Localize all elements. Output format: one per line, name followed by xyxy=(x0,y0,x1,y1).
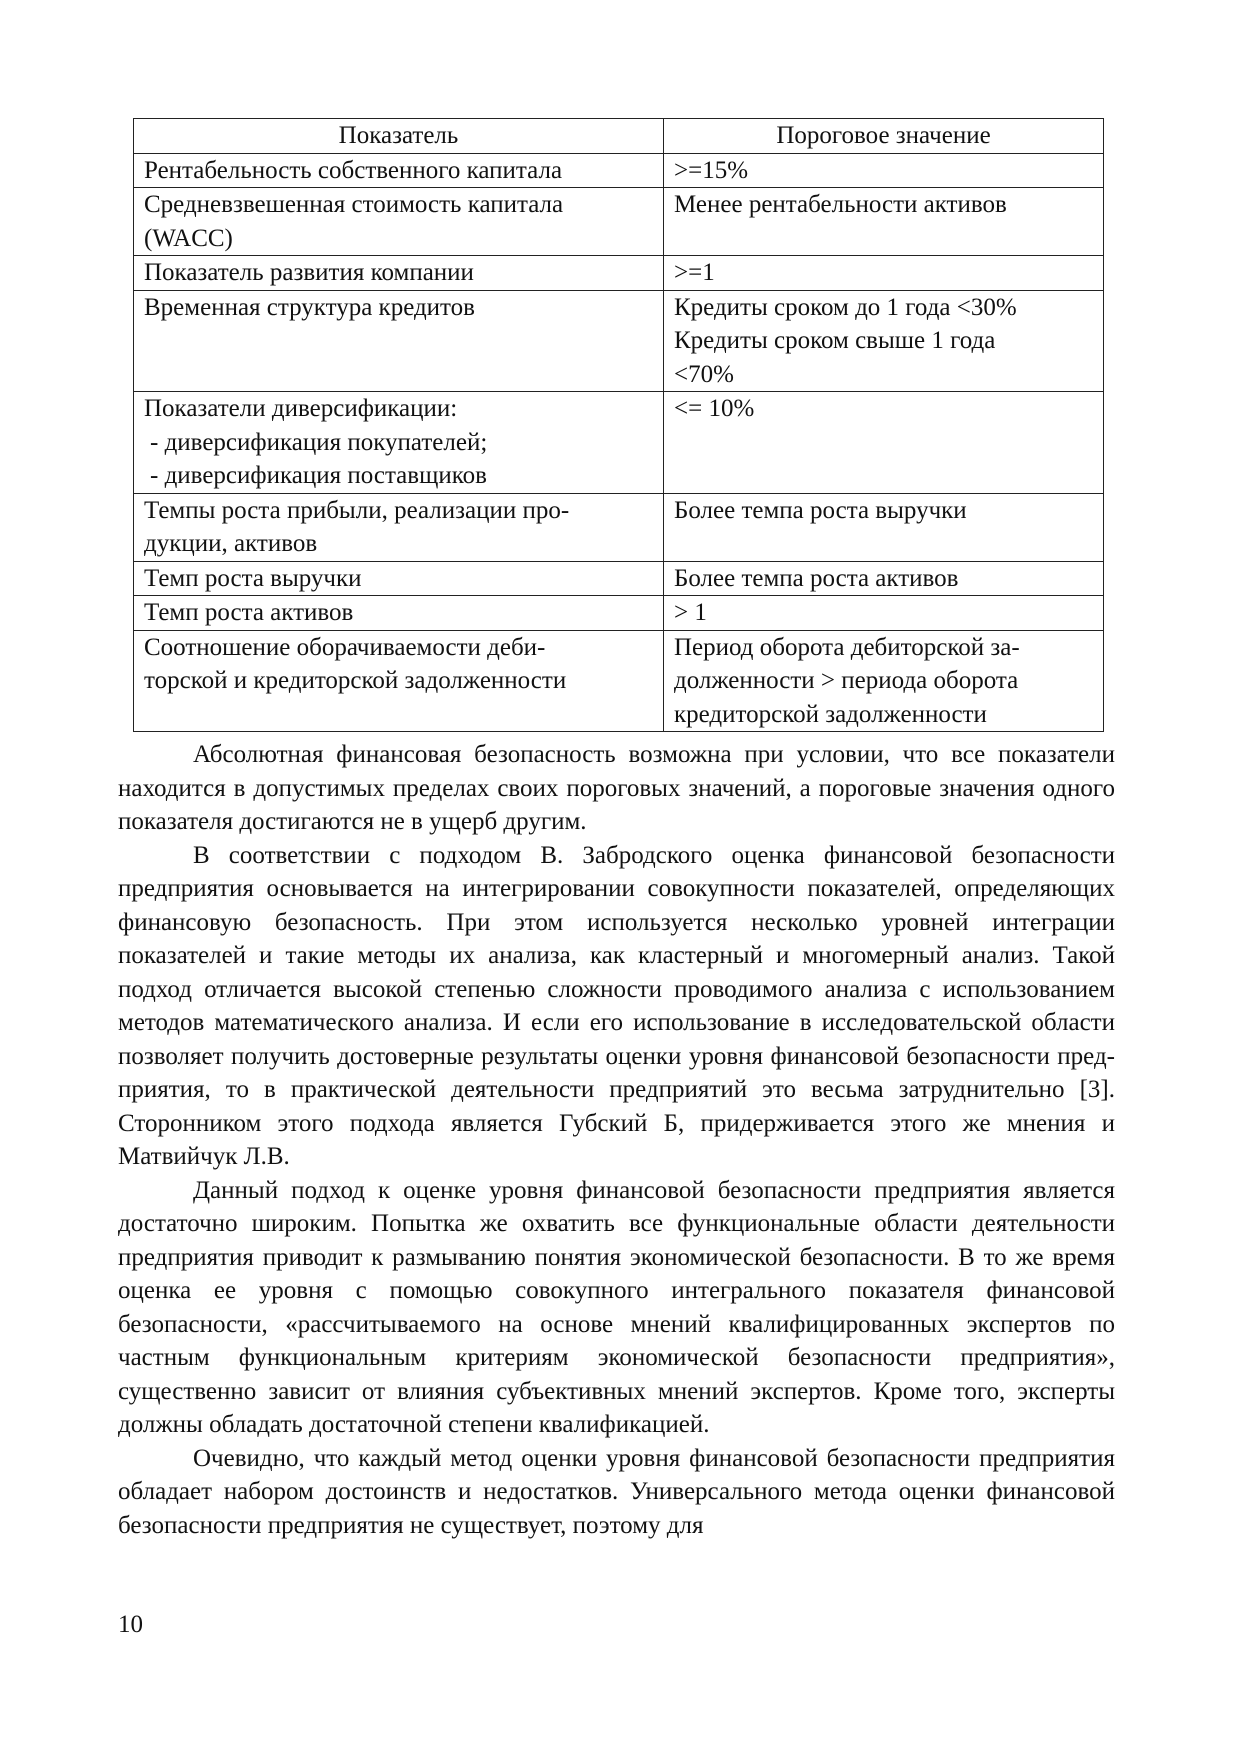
cell-line: Темп роста выручки xyxy=(144,564,362,592)
body-text xyxy=(118,738,1115,1542)
cell-line: - диверсификация покупателей; xyxy=(150,428,488,456)
cell-line: Период оборота дебиторской за- xyxy=(674,633,1020,661)
cell-line: Менее рентабельности активов xyxy=(674,191,1007,218)
cell-line: торской и кредиторской задолженности xyxy=(144,667,567,694)
indicator-cell xyxy=(134,561,664,596)
table-row xyxy=(134,392,1104,494)
cell-line: кредиторской задолженности xyxy=(674,700,987,728)
table-row xyxy=(134,561,1104,596)
cell-line: <70% xyxy=(674,360,734,388)
table-row xyxy=(134,596,1104,631)
cell-line: Показатели диверсификации: xyxy=(144,395,458,422)
paragraph: В соответствии с подходом В. Забродского оценка финансовой безопасности предприятия основывается на интегрировании совокупности показателей, определяющих финансовую безопасность. При этом используется несколько уровней интеграции показателей и такие методы их анализа, как кластерный и многомерный анализ. Такой подход отличается высокой степенью сложности проводимого анализа с использованием методов математического анализа. И если его использование в исследовательской области позволяет получить достоверные результаты оценки уровня финансовой безопасности предприятия, то в практической деятельности предприятий это весьма затруднительно [3]. Сторонником этого подхода является Губский Б, придерживается этого же мнения и Матвийчук Л.В. xyxy=(118,841,1115,1170)
cell-line: дукции, активов xyxy=(144,530,318,557)
cell-line: >=1 xyxy=(674,259,715,286)
threshold-cell xyxy=(664,392,1104,494)
table-header-row xyxy=(134,119,1104,154)
indicator-cell xyxy=(134,392,664,494)
indicator-cell xyxy=(134,290,664,392)
cell-line: <= 10% xyxy=(674,395,755,422)
cell-line: - диверсификация поставщиков xyxy=(150,462,487,489)
threshold-cell xyxy=(664,153,1104,188)
threshold-cell xyxy=(664,188,1104,256)
indicator-cell xyxy=(134,256,664,291)
threshold-cell xyxy=(664,630,1104,732)
cell-line: Кредиты сроком до 1 года <30% xyxy=(674,293,1017,321)
paragraph: Абсолютная финансовая безопасность возможна при условии, что все показатели находится в допустимых пределах своих пороговых значений, а пороговые значения одного показателя достигаются не в ущерб другим. xyxy=(118,741,1115,835)
indicator-cell xyxy=(134,630,664,732)
threshold-cell xyxy=(664,493,1104,561)
table-row xyxy=(134,630,1104,732)
cell-line: Показатель развития компании xyxy=(144,259,474,286)
cell-line: > 1 xyxy=(674,599,707,626)
threshold-cell xyxy=(664,596,1104,631)
indicator-cell xyxy=(134,493,664,561)
thresholds-table xyxy=(133,118,1104,732)
cell-line: Кредиты сроком свыше 1 года xyxy=(674,327,996,354)
cell-line: Временная структура кредитов xyxy=(144,293,475,321)
indicator-cell xyxy=(134,596,664,631)
table-row xyxy=(134,153,1104,188)
threshold-cell xyxy=(664,561,1104,596)
threshold-cell xyxy=(664,256,1104,291)
cell-line: >=15% xyxy=(674,156,749,184)
threshold-cell xyxy=(664,290,1104,392)
table-row xyxy=(134,256,1104,291)
cell-line: Темп роста активов xyxy=(144,599,354,626)
paragraph: Данный подход к оценке уровня финансовой безопасности предприятия является достаточно широким. Попытка же охватить все функциональные области деятельности предприятия приводит к размыванию понятия экономической безопасности. В то же время оценка ее уровня с помощью совокупного интегрального показателя финансовой безопасности, «рассчитываемого на основе мнений квалифицированных экспертов по частным функциональным критериям экономической безопасности предприятия», существенно зависит от влияния субъективных мнений экспертов. Кроме того, эксперты должны обладать достаточной степени квалификацией. xyxy=(118,1176,1115,1438)
table-body xyxy=(134,153,1104,732)
cell-line: Темпы роста прибыли, реализации про- xyxy=(144,496,570,524)
cell-line: долженности > периода оборота xyxy=(674,667,1019,694)
cell-line: Соотношение оборачиваемости деби- xyxy=(144,633,546,661)
indicator-cell xyxy=(134,188,664,256)
table-row xyxy=(134,188,1104,256)
column-header-threshold: Пороговое значение xyxy=(664,119,1104,154)
indicator-cell xyxy=(134,153,664,188)
paragraph: Очевидно, что каждый метод оценки уровня финансовой безопасности предприятия обладает набором достоинств и недостатков. Универсального метода оценки финансовой безопасности предприятия не существует, поэтому для xyxy=(118,1444,1115,1539)
cell-line: (WACC) xyxy=(144,224,233,252)
table-row xyxy=(134,290,1104,392)
cell-line: Более темпа роста выручки xyxy=(674,496,967,524)
cell-line: Средневзвешенная стоимость капитала xyxy=(144,191,564,218)
cell-line: Более темпа роста активов xyxy=(674,564,959,592)
table-row xyxy=(134,493,1104,561)
column-header-indicator: Показатель xyxy=(134,119,664,154)
cell-line: Рентабельность собственного капитала xyxy=(144,156,563,184)
page-number: 10 xyxy=(118,1611,143,1638)
